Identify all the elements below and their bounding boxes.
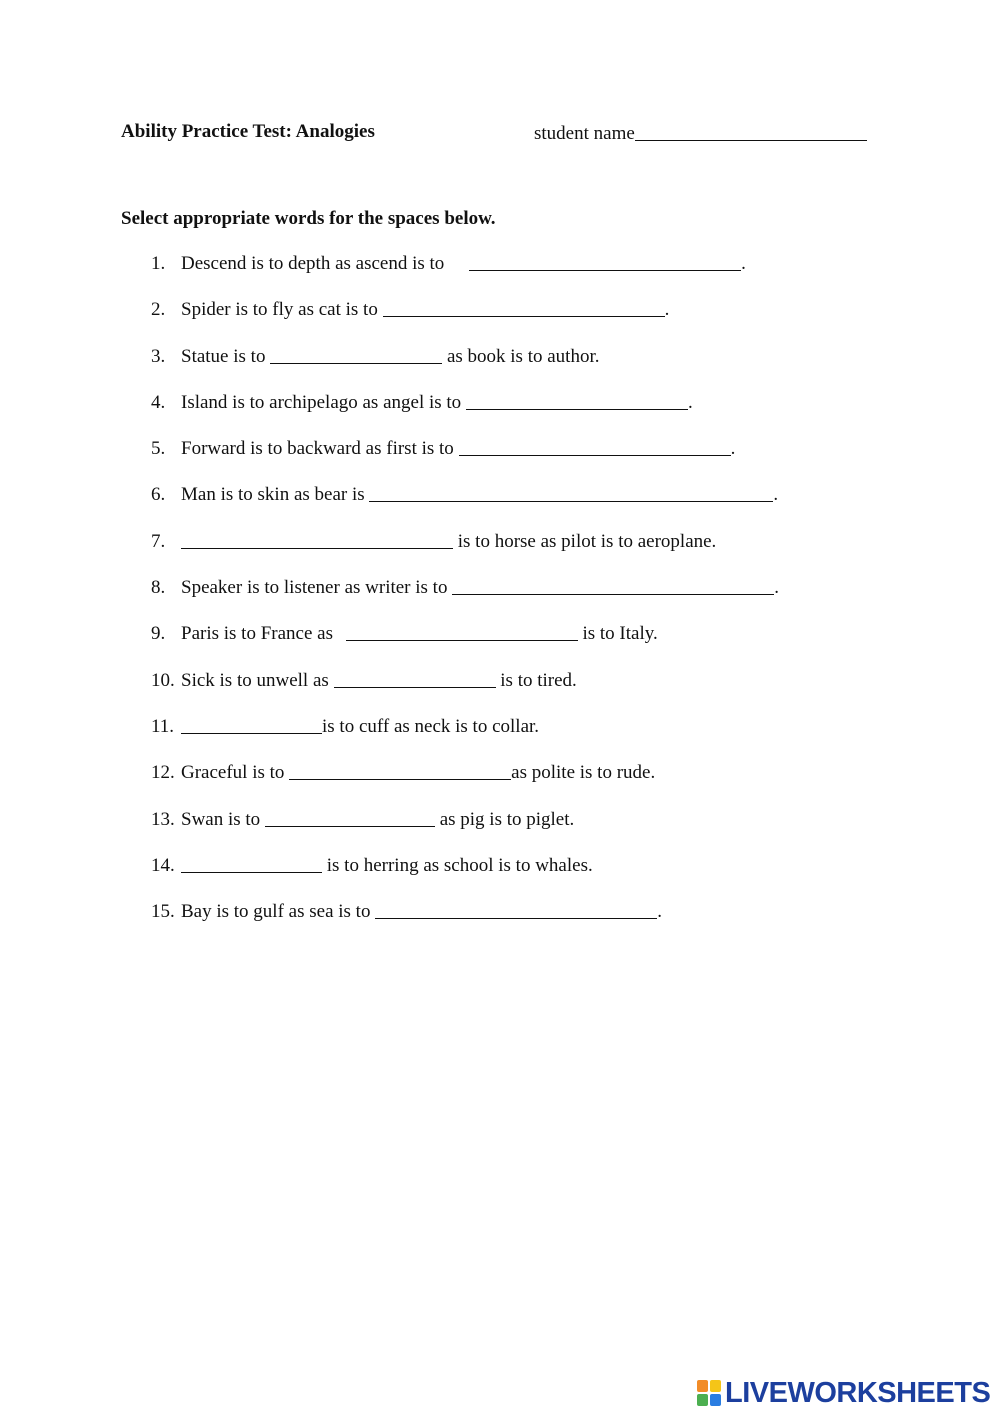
question-text-after: is to herring as school is to whales.: [322, 854, 593, 876]
question-text-after: is to tired.: [495, 669, 577, 691]
question-text-before: Paris is to France as: [181, 623, 338, 645]
question-number: 2.: [151, 299, 166, 321]
question-text-before: Graceful is to: [181, 762, 290, 784]
question-text-before: Statue is to: [181, 345, 271, 367]
question-text-after: .: [730, 438, 736, 460]
question-text-after: .: [774, 577, 779, 599]
question-text-after: .: [741, 253, 746, 274]
question-item: [151, 296, 779, 342]
answer-blank[interactable]: [375, 900, 657, 919]
question-number: 5.: [151, 438, 166, 460]
question-item: [151, 574, 779, 620]
answer-blank[interactable]: [452, 576, 774, 595]
question-text-after: as book is to author.: [442, 345, 600, 367]
question-item: [151, 806, 779, 852]
answer-blank[interactable]: [181, 854, 322, 873]
question-item: [151, 667, 779, 713]
question-number: 6.: [151, 484, 166, 506]
question-number: 11.: [151, 715, 175, 737]
logo-tile-green: [697, 1394, 708, 1406]
logo-tile-orange: [697, 1380, 708, 1392]
question-item: [151, 713, 779, 759]
page-title: Ability Practice Test: Analogies: [121, 121, 375, 142]
question-item: [151, 435, 779, 481]
question-item: [151, 528, 779, 574]
question-number: 14.: [151, 854, 175, 876]
question-number: 4.: [151, 391, 166, 413]
question-item: [151, 759, 779, 805]
liveworksheets-logo: [697, 1378, 990, 1408]
question-item: [151, 852, 779, 898]
logo-tile-blue: [710, 1394, 721, 1406]
answer-blank[interactable]: [181, 530, 453, 549]
question-text-before: Man is to skin as bear is: [181, 484, 370, 506]
question-list: [151, 250, 779, 944]
question-number: 7.: [151, 530, 166, 552]
question-text-after: .: [657, 901, 662, 923]
question-text-before: Speaker is to listener as writer is to: [181, 577, 453, 599]
question-text-before: Sick is to unwell as: [181, 669, 334, 691]
question-text-before: Forward is to backward as first is to: [181, 438, 459, 460]
student-name-label: student name: [534, 123, 635, 144]
question-number: 12.: [151, 762, 175, 784]
student-name-field: [534, 120, 867, 146]
answer-blank[interactable]: [466, 391, 688, 410]
question-item: [151, 343, 779, 389]
question-number: 10.: [151, 669, 175, 691]
answer-blank[interactable]: [289, 761, 511, 780]
question-text-before: Descend is to depth as ascend is to: [181, 253, 450, 274]
question-text-after: is to cuff as neck is to collar.: [322, 715, 540, 737]
question-number: 15.: [151, 901, 175, 923]
question-item: [151, 250, 779, 296]
question-number: 8.: [151, 577, 166, 599]
question-text-after: as polite is to rude.: [511, 762, 656, 784]
question-text-before: Island is to archipelago as angel is to: [181, 391, 466, 413]
answer-blank[interactable]: [369, 483, 773, 502]
answer-blank[interactable]: [383, 298, 665, 317]
question-text-after: .: [773, 484, 779, 506]
answer-blank[interactable]: [334, 669, 496, 688]
answer-blank[interactable]: [459, 437, 731, 456]
question-text-after: is to Italy.: [577, 623, 658, 645]
question-item: [151, 898, 779, 944]
question-item: [151, 481, 779, 527]
question-text-before: Swan is to: [181, 808, 265, 830]
question-text-before: Bay is to gulf as sea is to: [181, 901, 376, 923]
question-text-after: as pig is to piglet.: [434, 808, 575, 830]
question-item: [151, 389, 779, 435]
answer-blank[interactable]: [270, 345, 442, 364]
question-number: 9.: [151, 623, 166, 645]
question-number: 3.: [151, 345, 166, 367]
logo-text: LIVEWORKSHEETS: [725, 1376, 991, 1409]
logo-tile-yellow: [710, 1380, 721, 1392]
question-text-after: .: [664, 299, 670, 321]
question-item: [151, 620, 779, 666]
answer-blank[interactable]: [265, 808, 435, 827]
answer-blank[interactable]: [346, 622, 578, 641]
answer-blank[interactable]: [181, 715, 322, 734]
instructions: Select appropriate words for the spaces below.: [121, 208, 496, 229]
question-number: 13.: [151, 808, 175, 830]
question-number: 1.: [151, 253, 166, 274]
answer-blank[interactable]: [469, 252, 741, 271]
question-text-after: is to horse as pilot is to aeroplane.: [453, 530, 717, 552]
question-text-before: Spider is to fly as cat is to: [181, 299, 383, 321]
liveworksheets-logo-icon: [697, 1380, 721, 1406]
student-name-blank[interactable]: [635, 122, 867, 141]
question-text-after: .: [687, 391, 693, 413]
